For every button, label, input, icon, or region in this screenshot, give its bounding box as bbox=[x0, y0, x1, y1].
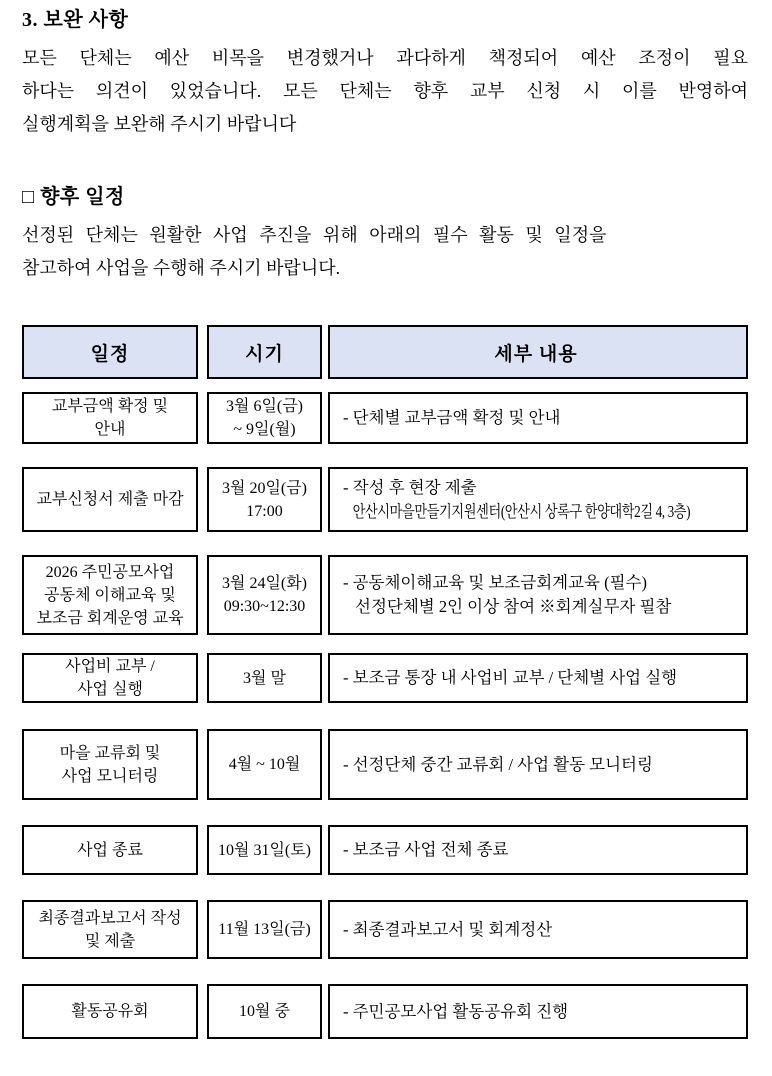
time-line: 10월 31일(토) bbox=[217, 841, 312, 859]
details-line: 선정단체별 2인 이상 참여 ※회계실무자 필참 bbox=[355, 597, 672, 616]
paragraph-line: 하다는 의견이 있었습니다. 모든 단체는 향후 교부 신청 시 이를 반영하여 bbox=[22, 81, 748, 101]
column-gap bbox=[198, 729, 207, 800]
paragraph-line: 선정된 단체는 원활한 사업 추진을 위해 아래의 필수 활동 및 일정을 bbox=[22, 225, 607, 245]
details-line: - 보조금 통장 내 사업비 교부 / 단체별 사업 실행 bbox=[343, 668, 678, 687]
table-row bbox=[22, 984, 748, 1039]
schedule-line: 교부신청서 제출 마감 bbox=[36, 491, 184, 508]
column-gap bbox=[198, 984, 207, 1039]
details-line: - 작성 후 현장 제출 bbox=[343, 477, 477, 497]
column-gap bbox=[198, 825, 207, 875]
schedule-line: 사업 모니터링 bbox=[61, 767, 159, 785]
details-cell bbox=[328, 467, 748, 532]
header-cell-schedule: 일정 bbox=[22, 325, 198, 379]
schedule-cell bbox=[22, 555, 198, 635]
details-cell bbox=[328, 825, 748, 875]
header-cell-time: 시기 bbox=[207, 325, 322, 379]
time-cell bbox=[207, 555, 322, 635]
schedule-line: 교부금액 확정 및 bbox=[51, 398, 169, 415]
paragraph-line: 실행계획을 보완해 주시기 바랍니다 bbox=[22, 114, 297, 134]
paragraph-line: 참고하여 사업을 수행해 주시기 바랍니다. bbox=[22, 258, 341, 278]
time-cell bbox=[207, 653, 322, 703]
schedule-cell bbox=[22, 825, 198, 875]
schedule-line: 사업 종료 bbox=[77, 841, 143, 859]
paragraph-line: 모든 단체는 예산 비목을 변경했거나 과다하게 책정되어 예산 조정이 필요 bbox=[22, 48, 748, 68]
column-gap bbox=[198, 392, 207, 444]
details-line: - 최종결과보고서 및 회계정산 bbox=[343, 919, 553, 939]
table-row bbox=[22, 729, 748, 800]
column-gap bbox=[198, 900, 207, 959]
time-line: ~ 9일(월) bbox=[233, 421, 296, 438]
details-cell bbox=[328, 555, 748, 635]
schedule-line: 마을 교류회 및 bbox=[59, 744, 161, 762]
header-cell-details: 세부 내용 bbox=[328, 325, 748, 379]
table-row bbox=[22, 900, 748, 959]
details-cell bbox=[328, 653, 748, 703]
table-row bbox=[22, 467, 748, 532]
time-line: 3월 24일(화) bbox=[221, 575, 308, 592]
details-line: - 주민공모사업 활동공유회 진행 bbox=[343, 1001, 569, 1021]
column-gap bbox=[198, 653, 207, 703]
schedule-line: 공동체 이해교육 및 bbox=[44, 586, 176, 604]
schedule-cell bbox=[22, 900, 198, 959]
schedule-line: 보조금 회계운영 교육 bbox=[36, 609, 184, 627]
section-heading-revision: 3. 보완 사항 bbox=[22, 9, 129, 31]
schedule-table-body bbox=[22, 392, 748, 1039]
schedule-table bbox=[22, 325, 748, 1039]
schedule-line: 2026 주민공모사업 bbox=[45, 563, 175, 581]
schedule-cell bbox=[22, 467, 198, 532]
column-gap bbox=[198, 325, 207, 379]
schedule-paragraph bbox=[22, 219, 748, 285]
details-cell bbox=[328, 900, 748, 959]
time-cell bbox=[207, 825, 322, 875]
schedule-table-header bbox=[22, 325, 748, 379]
details-line: - 공동체이해교육 및 보조금회계교육 (필수) bbox=[343, 573, 647, 592]
details-line: - 선정단체 중간 교류회 / 사업 활동 모니터링 bbox=[343, 754, 653, 774]
schedule-line: 최종결과보고서 작성 bbox=[38, 909, 182, 927]
table-row bbox=[22, 392, 748, 444]
details-cell bbox=[328, 984, 748, 1039]
schedule-line: 사업 실행 bbox=[77, 681, 143, 698]
column-gap bbox=[198, 467, 207, 532]
details-cell bbox=[328, 729, 748, 800]
details-cell bbox=[328, 392, 748, 444]
schedule-cell bbox=[22, 984, 198, 1039]
time-line: 3월 6일(금) bbox=[225, 398, 304, 415]
time-line: 4월 ~ 10월 bbox=[228, 756, 301, 773]
time-cell bbox=[207, 984, 322, 1039]
schedule-line: 사업비 교부 / bbox=[65, 658, 155, 675]
time-line: 3월 말 bbox=[243, 669, 286, 687]
time-cell bbox=[207, 467, 322, 532]
time-line: 10월 중 bbox=[239, 1003, 290, 1020]
table-row bbox=[22, 825, 748, 875]
schedule-line: 안내 bbox=[94, 421, 126, 438]
details-line: - 단체별 교부금액 확정 및 안내 bbox=[343, 408, 561, 427]
table-row bbox=[22, 555, 748, 635]
column-gap bbox=[198, 555, 207, 635]
schedule-cell bbox=[22, 392, 198, 444]
details-line: 안산시마을만들기지원센터(안산시 상록구 한양대학2길 4, 3층) bbox=[352, 501, 691, 521]
time-cell bbox=[207, 392, 322, 444]
section-heading-schedule: □ 향후 일정 bbox=[22, 186, 125, 208]
time-cell bbox=[207, 729, 322, 800]
schedule-cell bbox=[22, 653, 198, 703]
schedule-cell bbox=[22, 729, 198, 800]
time-cell bbox=[207, 900, 322, 959]
time-line: 3월 20일(금) bbox=[221, 479, 308, 497]
table-header-row bbox=[22, 325, 748, 379]
table-row bbox=[22, 653, 748, 703]
time-line: 11월 13일(금) bbox=[218, 921, 311, 938]
schedule-line: 및 제출 bbox=[84, 932, 136, 950]
details-line: - 보조금 사업 전체 종료 bbox=[343, 840, 509, 859]
schedule-line: 활동공유회 bbox=[71, 1003, 149, 1020]
time-line: 09:30~12:30 bbox=[223, 598, 306, 615]
revision-paragraph bbox=[22, 42, 748, 141]
time-line: 17:00 bbox=[246, 502, 283, 520]
